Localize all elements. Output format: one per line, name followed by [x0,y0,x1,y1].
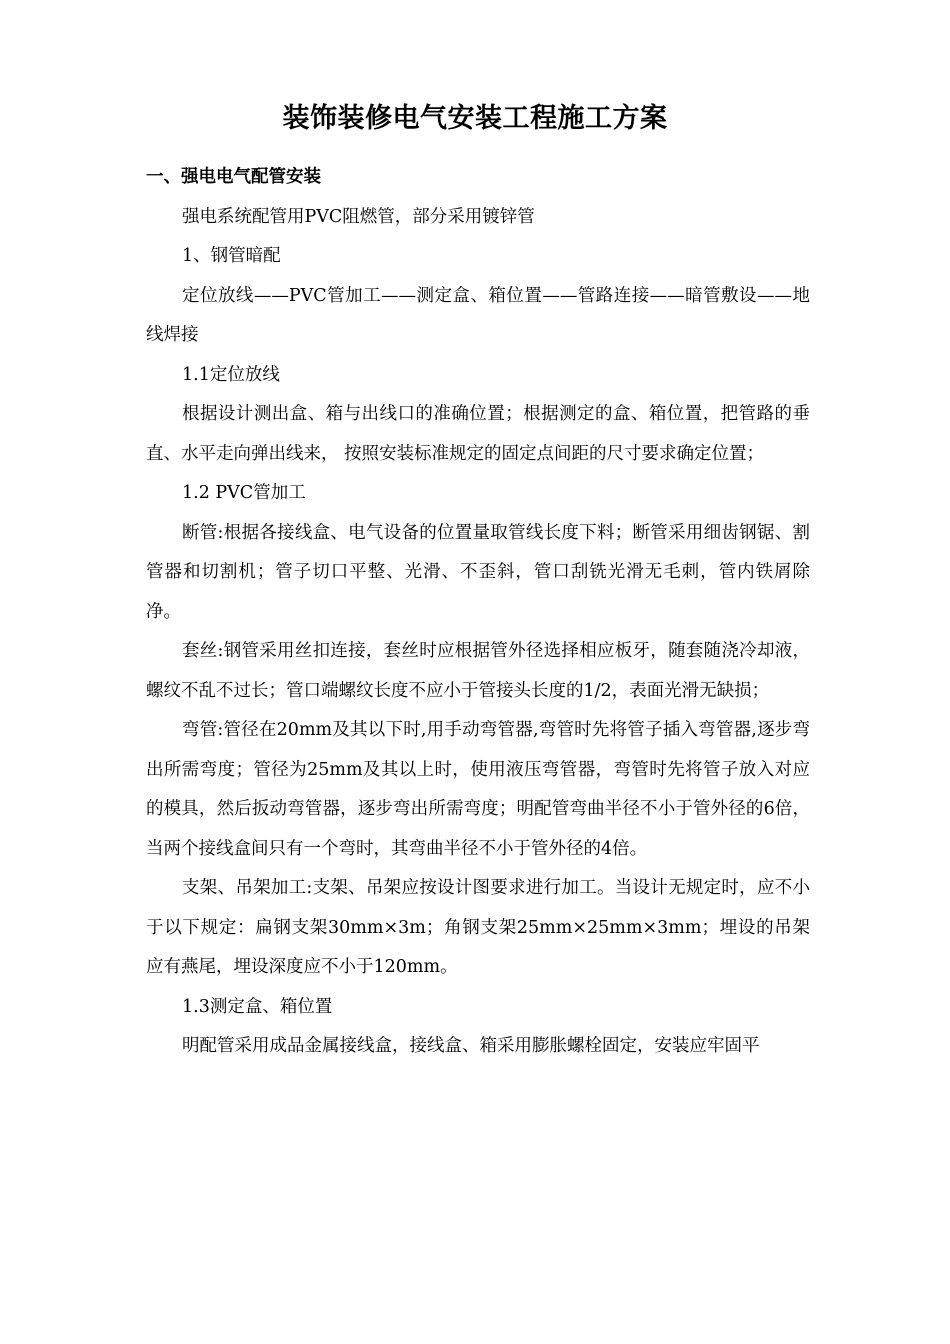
paragraph: 强电系统配管用PVC阻燃管，部分采用镀锌管 [182,206,535,227]
section-heading: 一、强电电气配管安装 [146,167,321,187]
subsection-heading: 1.2 PVC管加工 [182,483,306,503]
document-body [146,158,810,1067]
document-title: 装饰装修电气安装工程施工方案 [282,103,668,134]
subsection-heading: 1、钢管暗配 [182,246,281,266]
subsection-heading: 1.1定位放线 [182,364,280,385]
subsection-heading: 1.3测定盒、箱位置 [182,996,333,1017]
paragraph: 根据设计测出盒、箱与出线口的准确位置；根据测定的盒、箱位置，把管路的垂直、水平走向弹出线来， 按照安装标准规定的固定点间距的尺寸要求确定位置； [146,404,810,464]
paragraph: 支架、吊架加工:支架、吊架应按设计图要求进行加工。当设计无规定时，应不小于以下规定：扁钢支架30mm×3m；角钢支架25mm×25mm×3mm；埋设的吊架应有燕尾，埋设深度应不小于120mm。 [146,878,810,977]
paragraph: 定位放线——PVC管加工——测定盒、箱位置——管路连接——暗管敷设——地线焊接 [146,285,810,345]
paragraph: 套丝:钢管采用丝扣连接，套丝时应根据管外径选择相应板牙，随套随浇冷却液，螺纹不乱不过长；管口端螺纹长度不应小于管接头长度的1/2，表面光滑无缺损； [146,641,810,701]
paragraph: 明配管采用成品金属接线盒，接线盒、箱采用膨胀螺栓固定，安装应牢固平 [182,1036,760,1056]
paragraph: 断管:根据各接线盒、电气设备的位置量取管线长度下料；断管采用细齿钢锯、割管器和切割机；管子切口平整、光滑、不歪斜，管口刮铣光滑无毛刺，管内铁屑除净。 [146,522,810,622]
paragraph: 弯管:管径在20mm及其以下时,用手动弯管器,弯管时先将管子插入弯管器,逐步弯出所需弯度；管径为25mm及其以上时，使用液压弯管器，弯管时先将管子放入对应的模具，然后扳动弯管器，逐步弯出所需弯度；明配管弯曲半径不小于管外径的6倍，当两个接线盒间只有一个弯时，其弯曲半径不小于管外径的4倍。 [146,720,810,859]
